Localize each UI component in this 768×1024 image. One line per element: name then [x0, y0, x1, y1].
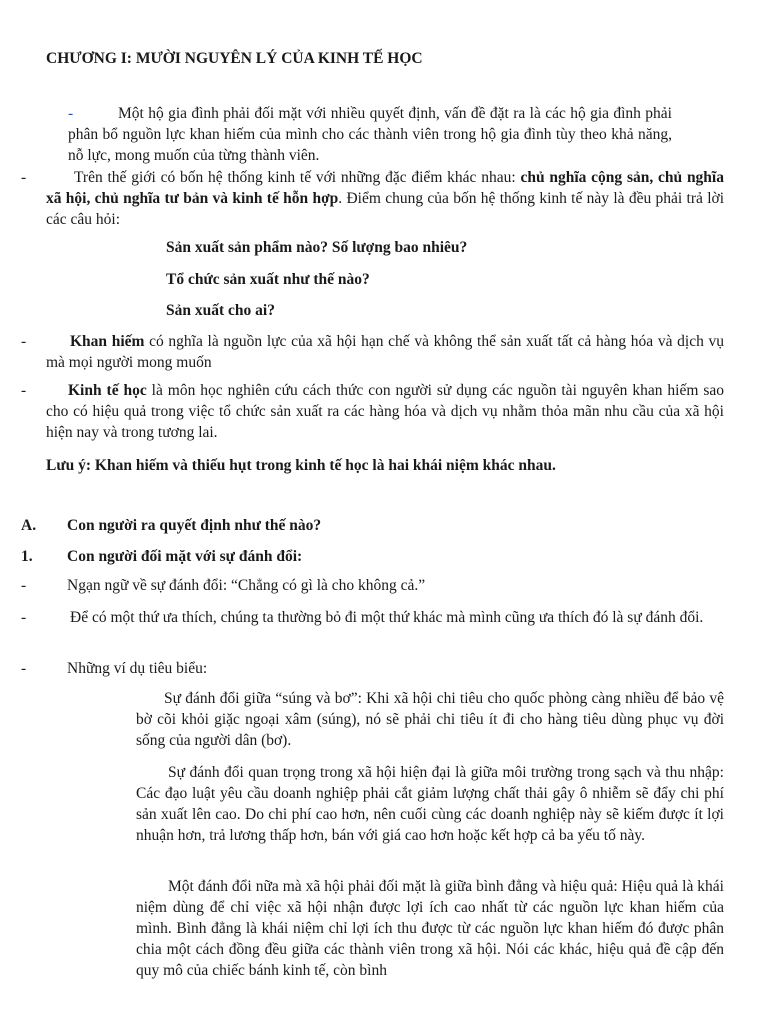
scarcity-paragraph: Khan hiếm có nghĩa là nguồn lực của xã hội hạn chế và không thể sản xuất tất cả hàng hóa và dịch vụ mà mọi người mong muốn — [46, 333, 725, 371]
tradeoff-paragraph: Để có một thứ ưa thích, chúng ta thường bỏ đi một thứ khác mà mình cũng ưa thích đó là sự đánh đổi. — [70, 609, 704, 626]
systems-paragraph: Trên thế giới có bốn hệ thống kinh tế với những đặc điểm khác nhau: chủ nghĩa cộng sản, chủ nghĩa xã hội, chủ nghĩa tư bản và kinh tế hỗn hợp. Điểm chung của bốn hệ thống kinh tế này là đều phải trả lời các câu hỏi: — [46, 169, 725, 228]
question-2: Tổ chức sản xuất như thế nào? — [166, 271, 370, 288]
section-1-heading: 1. Con người đối mặt với sự đánh đổi: — [21, 548, 303, 565]
example-paragraph-2: Sự đánh đổi quan trọng trong xã hội hiện đại là giữa môi trường trong sạch và thu nhập: Các đạo luật yêu cầu doanh nghiệp phải cắt giảm lượng chất thải gây ô nhiễm sẽ đẩy chi phí sản xuất lên cao. Do chi phí cao hơn, nên cuối cùng các doanh nghiệp này sẽ kiếm được ít lợi nhuận hơn, trả lương thấp hơn, bán với giá cao hơn hoặc kết hợp cả ba yếu tố này. — [136, 764, 724, 844]
note: Lưu ý: Khan hiếm và thiếu hụt trong kinh tế học là hai khái niệm khác nhau. — [46, 457, 556, 474]
bullet-dash: - — [21, 577, 27, 594]
examples-label: Những ví dụ tiêu biểu: — [67, 660, 208, 677]
bullet-dash: - — [21, 660, 27, 677]
proverb-paragraph: Ngạn ngữ về sự đánh đổi: “Chẳng có gì là cho không cả.” — [67, 577, 426, 594]
bullet-dash: - — [21, 333, 27, 350]
question-3: Sản xuất cho ai? — [166, 302, 275, 319]
question-1: Sản xuất sản phẩm nào? Số lượng bao nhiêu? — [166, 239, 468, 256]
bullet-dash: - — [21, 169, 27, 186]
bullet-dash: - — [21, 609, 27, 626]
section-a-heading: A. Con người ra quyết định như thế nào? — [21, 517, 322, 534]
bullet-dash: - — [68, 105, 74, 122]
intro-paragraph: Một hộ gia đình phải đối mặt với nhiều quyết định, vấn đề đặt ra là các hộ gia đình phải phân bổ nguồn lực khan hiếm của mình cho các thành viên trong hộ gia đình tùy theo khả năng, nỗ lực, mong muốn của từng thành viên. — [68, 105, 672, 164]
example-paragraph-1: Sự đánh đổi giữa “súng và bơ”: Khi xã hội chi tiêu cho quốc phòng càng nhiều để bảo vệ bờ cõi khỏi giặc ngoại xâm (súng), nó sẽ phải chi tiêu ít đi cho hàng tiêu dùng phục vụ đời sống của người dân (bơ). — [136, 690, 724, 749]
example-paragraph-3: Một đánh đổi nữa mà xã hội phải đối mặt là giữa bình đẳng và hiệu quả: Hiệu quả là khái niệm dùng để chỉ việc xã hội nhận được lợi ích cao nhất từ các nguồn lực khan hiếm của mình. Bình đẳng là khái niệm chỉ lợi ích thu được từ các nguồn lực khan hiếm đó được phân chia một cách đồng đều giữa các thành viên trong xã hội. Nói các khác, hiệu quả đề cập đến quy mô của chiếc bánh kinh tế, còn bình — [136, 878, 724, 979]
bullet-dash: - — [21, 382, 27, 399]
economics-paragraph: Kinh tế học là môn học nghiên cứu cách thức con người sử dụng các nguồn tài nguyên khan hiếm sao cho có hiệu quả trong việc tổ chức sản xuất ra các hàng hóa và dịch vụ nhằm thỏa mãn nhu cầu của xã hội hiện nay và trong tương lai. — [46, 382, 724, 441]
chapter-title: CHƯƠNG I: MƯỜI NGUYÊN LÝ CỦA KINH TẾ HỌC — [46, 50, 423, 67]
